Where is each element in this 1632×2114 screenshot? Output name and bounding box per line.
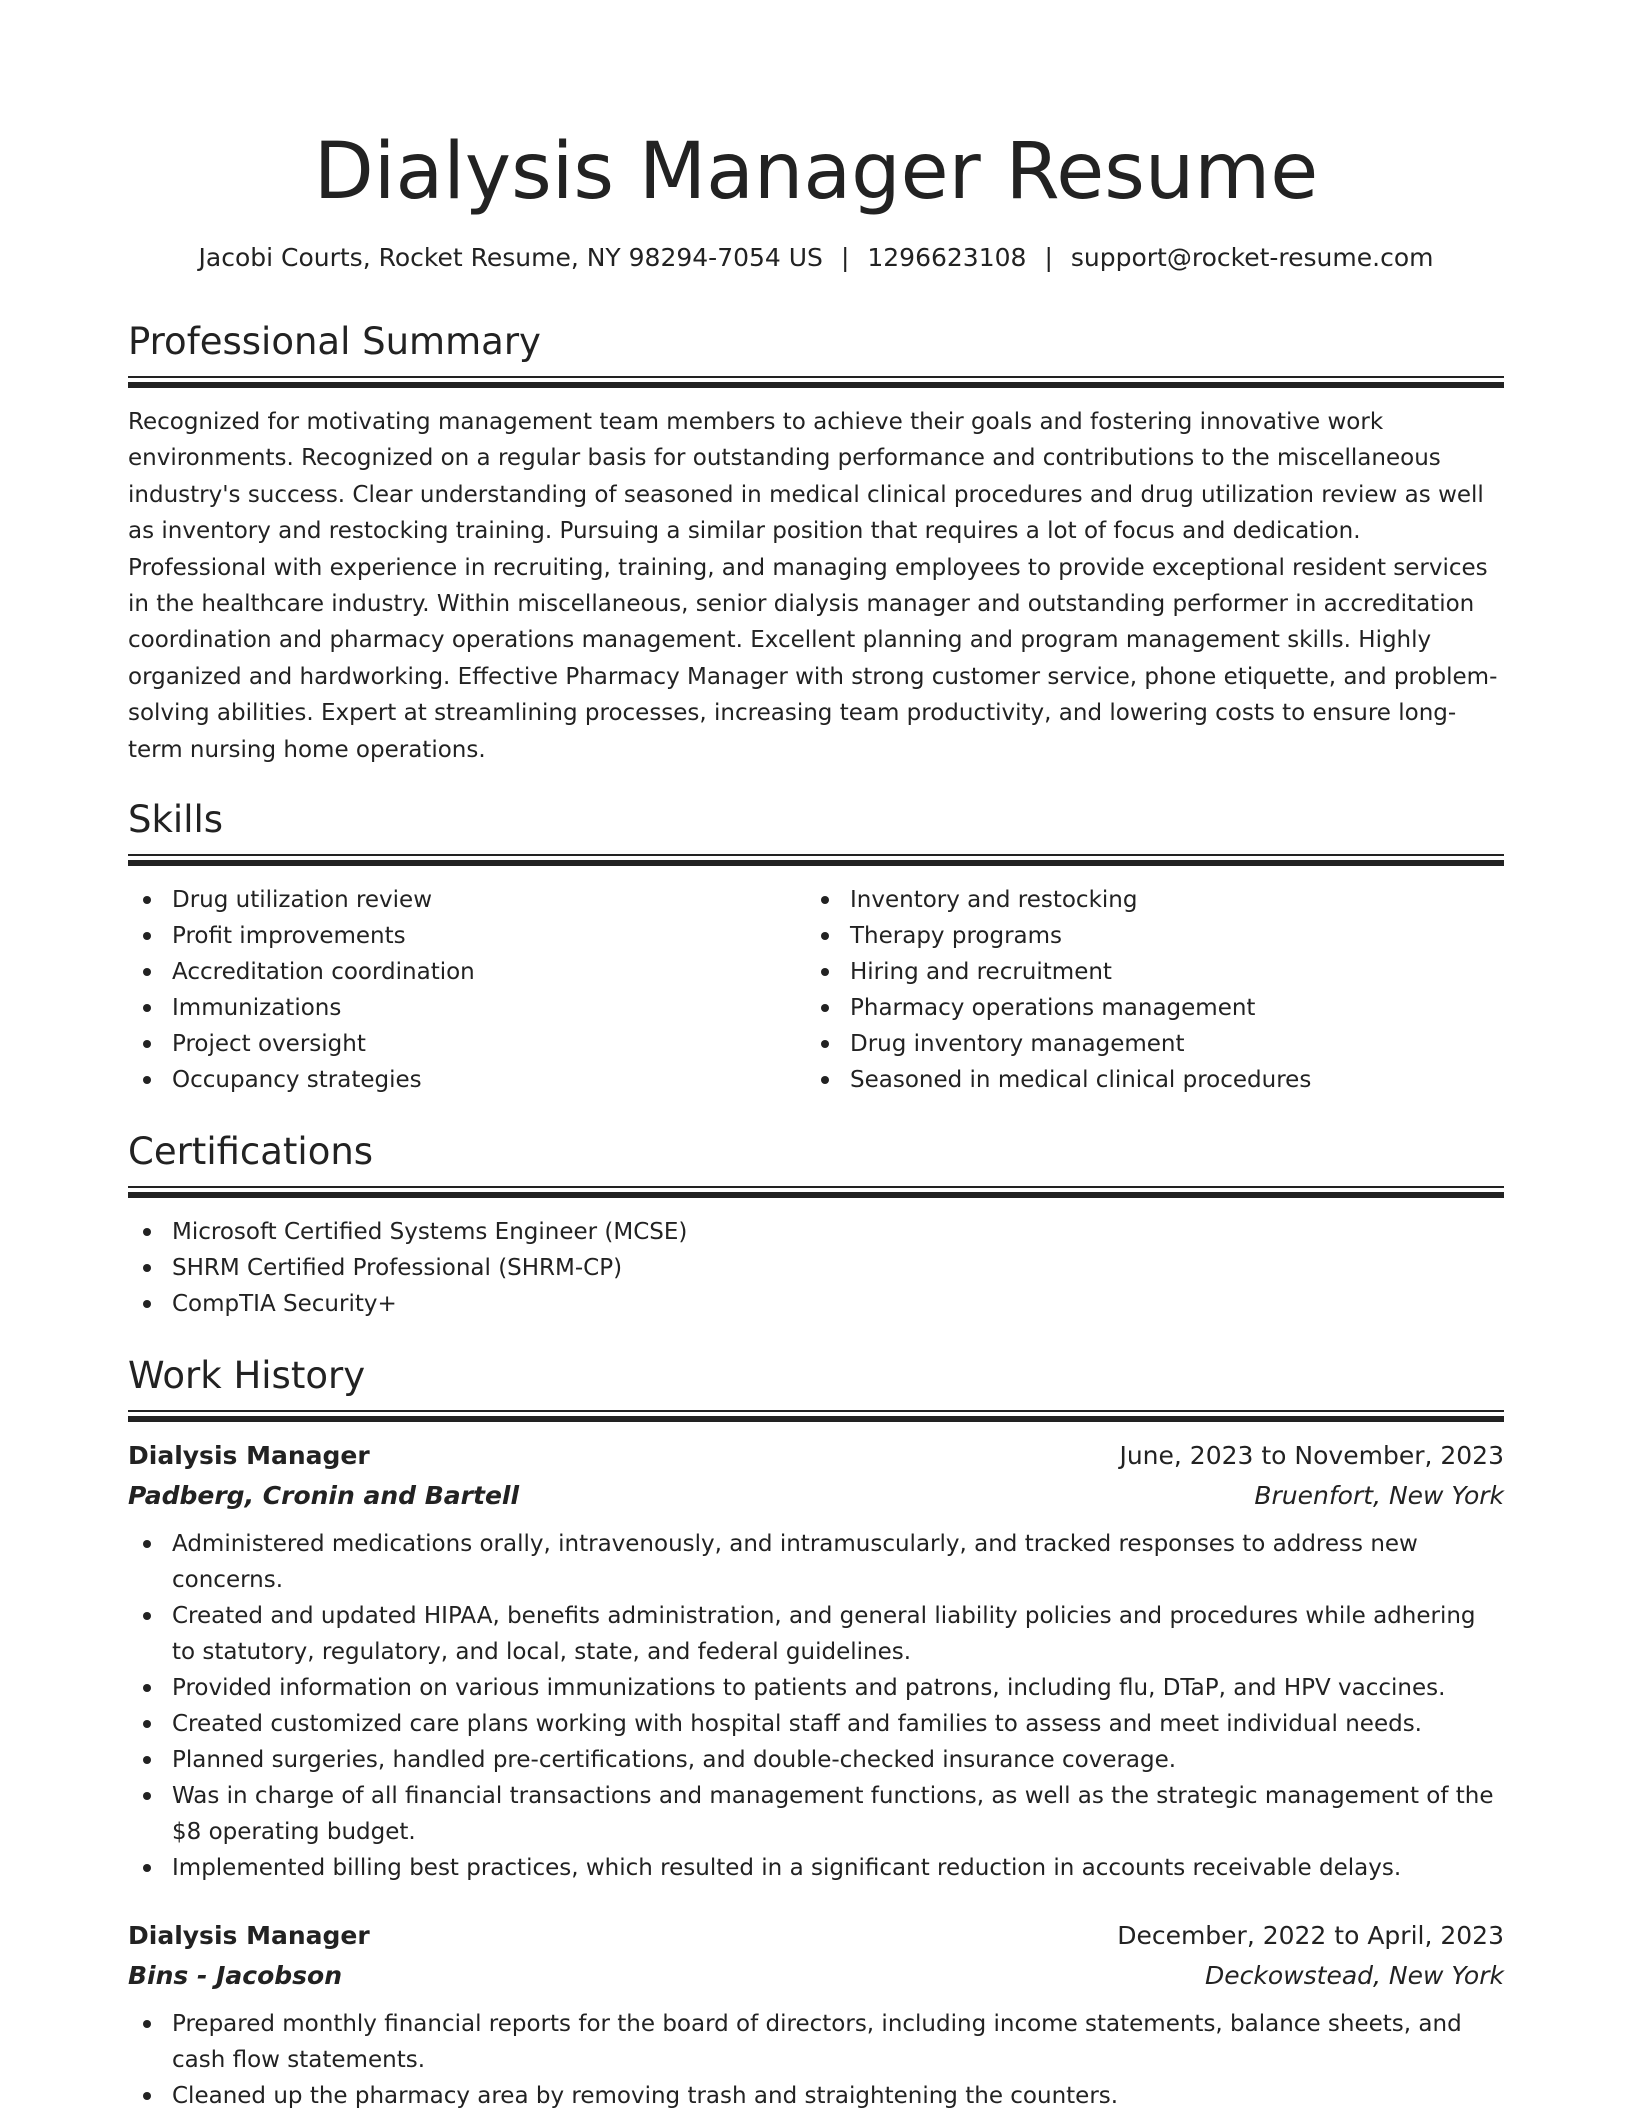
certification-item: SHRM Certified Professional (SHRM-CP): [128, 1250, 1504, 1286]
job-company: Padberg, Cronin and Bartell: [128, 1481, 520, 1510]
skill-item: Therapy programs: [806, 918, 1484, 954]
job-bullet: Planned surgeries, handled pre-certifications, and double-checked insurance coverage.: [128, 1742, 1504, 1778]
summary-text: Recognized for motivating management team members to achieve their goals and fostering innovative work environments. Recognized on a regular basis for outstanding performance and contributions to the miscellaneous industry's success. Clear understanding of seasoned in medical clinical procedures and drug utilization review as well as inventory and restocking training. Pursuing a similar position that requires a lot of focus and dedication. Professional with experience in recruiting, training, and managing employees to provide exceptional resident services in the healthcare industry. Within miscellaneous, senior dialysis manager and outstanding performer in accreditation coordination and pharmacy operations management. Excellent planning and program management skills. Highly organized and hardworking. Effective Pharmacy Manager with strong customer service, phone etiquette, and problem-solving abilities. Expert at streamlining processes, increasing team productivity, and lowering costs to ensure long-term nursing home operations.: [128, 409, 1498, 763]
job-subheader: [128, 1476, 1504, 1516]
job-entry: [128, 1916, 1504, 2114]
job-header: [128, 1436, 1504, 1476]
job-bullet: Administered medications orally, intravenously, and intramuscularly, and tracked responses to address new concerns.: [128, 1526, 1504, 1598]
job-title: Dialysis Manager: [128, 1921, 370, 1950]
section-divider: [128, 1186, 1504, 1198]
skill-item: Project oversight: [128, 1026, 806, 1062]
job-location: Bruenfort, New York: [1254, 1481, 1504, 1510]
job-bullet: Cleaned up the pharmacy area by removing trash and straightening the counters.: [128, 2078, 1504, 2114]
skill-item: Drug inventory management: [806, 1026, 1484, 1062]
skills-list-left: [128, 882, 806, 1098]
section-divider: [128, 376, 1504, 388]
skill-item: Immunizations: [128, 990, 806, 1026]
certifications-list: [128, 1214, 1504, 1322]
skills-grid: [128, 882, 1504, 1098]
job-location: Deckowstead, New York: [1205, 1961, 1504, 1990]
skill-item: Hiring and recruitment: [806, 954, 1484, 990]
skill-item: Profit improvements: [128, 918, 806, 954]
job-subheader: [128, 1956, 1504, 1996]
work-history-section: [128, 1352, 1504, 2114]
job-dates: December, 2022 to April, 2023: [1117, 1921, 1504, 1950]
job-bullet: Implemented billing best practices, which resulted in a significant reduction in accounts receivable delays.: [128, 1850, 1504, 1886]
contact-separator: |: [840, 243, 850, 272]
skills-heading: Skills: [128, 798, 224, 841]
contact-email: support@rocket-resume.com: [1070, 243, 1434, 272]
skill-item: Accreditation coordination: [128, 954, 806, 990]
job-bullets: [128, 2006, 1504, 2114]
job-bullet: Provided information on various immunizations to patients and patrons, including flu, DTaP, and HPV vaccines.: [128, 1670, 1504, 1706]
section-divider: [128, 1410, 1504, 1422]
job-bullet: Created customized care plans working with hospital staff and families to assess and meet individual needs.: [128, 1706, 1504, 1742]
certifications-section: [128, 1128, 1504, 1322]
certification-item: CompTIA Security+: [128, 1286, 1504, 1322]
job-entry: [128, 1436, 1504, 1886]
summary-section: [128, 318, 1504, 768]
job-dates: June, 2023 to November, 2023: [1119, 1441, 1504, 1470]
skill-item: Drug utilization review: [128, 882, 806, 918]
section-divider: [128, 854, 1504, 866]
job-header: [128, 1916, 1504, 1956]
contact-line: [128, 240, 1504, 276]
job-bullet: Prepared monthly financial reports for the board of directors, including income statements, balance sheets, and cash flow statements.: [128, 2006, 1504, 2078]
certifications-heading: Certifications: [128, 1130, 374, 1173]
job-title: Dialysis Manager: [128, 1441, 370, 1470]
skills-list-right: [806, 882, 1484, 1098]
work-history-heading: Work History: [128, 1354, 366, 1397]
contact-separator: |: [1044, 243, 1053, 272]
skill-item: Occupancy strategies: [128, 1062, 806, 1098]
resume-title: Dialysis Manager Resume: [313, 127, 1319, 217]
job-company: Bins - Jacobson: [128, 1961, 343, 1990]
resume-page: [128, 0, 1504, 2109]
job-bullet: Was in charge of all financial transactions and management functions, as well as the strategic management of the $8 operating budget.: [128, 1778, 1504, 1850]
summary-heading: Professional Summary: [128, 320, 541, 363]
job-bullets: [128, 1526, 1504, 1886]
certification-item: Microsoft Certified Systems Engineer (MCSE): [128, 1214, 1504, 1250]
contact-phone: 1296623108: [867, 243, 1027, 272]
job-bullet: Created and updated HIPAA, benefits administration, and general liability policies and procedures while adhering to statutory, regulatory, and local, state, and federal guidelines.: [128, 1598, 1504, 1670]
skill-item: Pharmacy operations management: [806, 990, 1484, 1026]
skills-section: [128, 796, 1504, 1098]
skill-item: Seasoned in medical clinical procedures: [806, 1062, 1484, 1098]
contact-address: Jacobi Courts, Rocket Resume, NY 98294-7054 US: [198, 243, 823, 272]
skill-item: Inventory and restocking: [806, 882, 1484, 918]
